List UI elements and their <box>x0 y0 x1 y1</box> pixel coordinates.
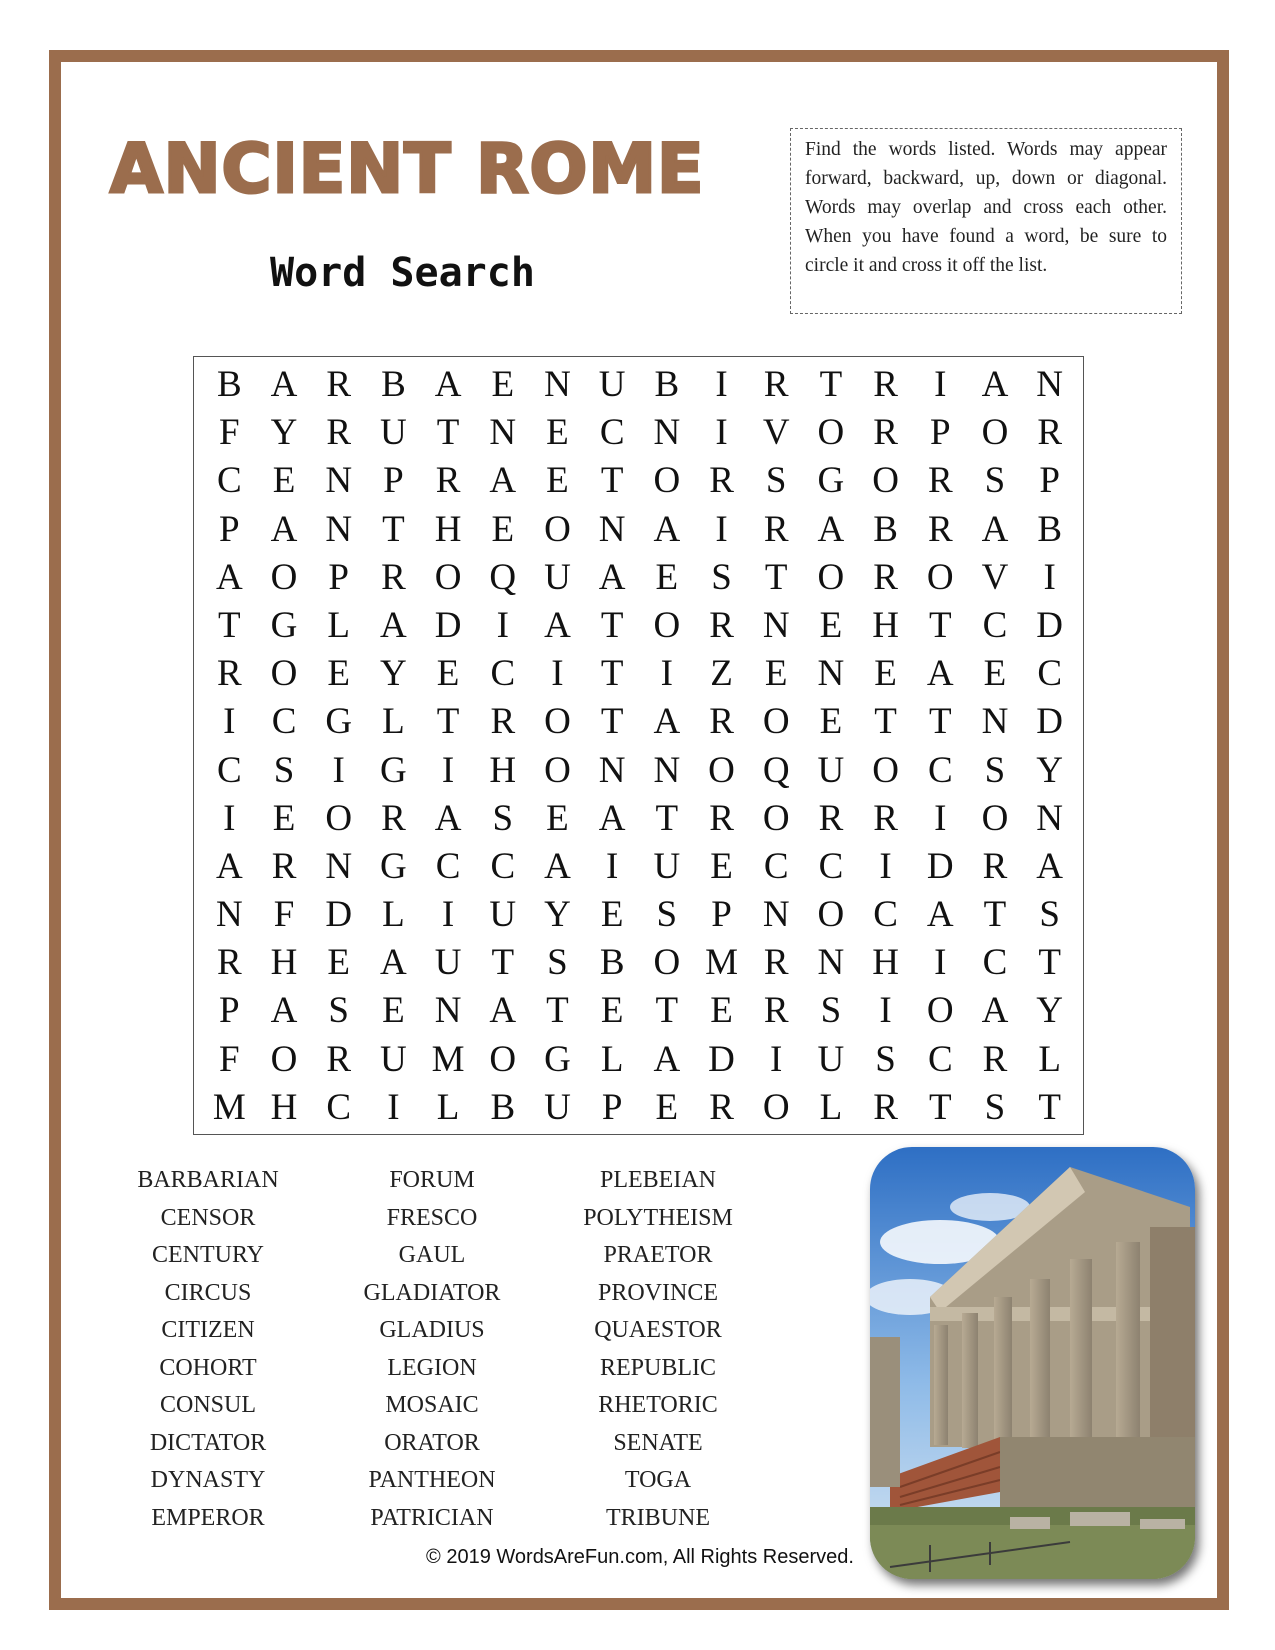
grid-letter: D <box>434 604 462 646</box>
word-list-item: DICTATOR <box>149 1429 267 1456</box>
grid-letter: O <box>817 412 845 454</box>
grid-letter: N <box>598 749 626 791</box>
grid-letter: C <box>490 845 516 887</box>
grid-letter: R <box>927 460 953 502</box>
grid-letter: N <box>598 508 626 550</box>
grid-letter: A <box>434 364 462 405</box>
grid-letter: R <box>982 845 1008 887</box>
grid-letter: O <box>489 1038 517 1080</box>
grid-letter: R <box>982 1038 1008 1080</box>
grid-letter: O <box>817 556 845 598</box>
word-list-item: REPUBLIC <box>599 1354 716 1381</box>
grid-letter: Y <box>1036 749 1064 791</box>
grid-letter: F <box>219 1038 240 1080</box>
grid-letter: E <box>710 990 733 1032</box>
word-list-item: EMPEROR <box>151 1504 265 1531</box>
grid-letter: N <box>653 749 681 791</box>
grid-letter: N <box>817 653 845 695</box>
grid-letter: O <box>708 749 735 791</box>
grid-letter: U <box>544 556 571 598</box>
grid-letter: E <box>327 942 351 984</box>
grid-letter: R <box>217 653 242 695</box>
page-title: ANCIENT ROME <box>110 130 705 209</box>
grid-letter: N <box>489 412 517 454</box>
grid-letter: A <box>981 364 1009 405</box>
grid-letter: V <box>762 412 790 454</box>
word-list-item: PANTHEON <box>368 1467 496 1493</box>
grid-letter: R <box>873 1086 898 1128</box>
letter-grid <box>193 356 1084 1135</box>
word-list-item: SENATE <box>613 1429 703 1456</box>
grid-letter: D <box>325 894 353 936</box>
grid-letter: O <box>544 749 571 791</box>
grid-letter: R <box>326 1038 352 1080</box>
grid-letter: R <box>709 460 734 502</box>
word-list-item: FRESCO <box>386 1204 478 1231</box>
grid-letter: V <box>981 556 1009 598</box>
word-list-item: CONSUL <box>159 1392 256 1418</box>
grid-letter: L <box>327 604 351 646</box>
grid-letter: O <box>926 556 954 598</box>
grid-letter: F <box>273 894 295 936</box>
grid-letter: B <box>654 364 680 405</box>
grid-letter: G <box>270 604 298 646</box>
grid-letter: C <box>873 894 898 936</box>
grid-letter: T <box>382 508 405 550</box>
grid-letter: O <box>872 460 899 502</box>
word-list-column-3 <box>538 1162 778 1537</box>
grid-letter: E <box>819 701 843 743</box>
grid-letter: S <box>875 1038 896 1080</box>
grid-letter: T <box>1038 942 1061 984</box>
grid-letter: D <box>1036 701 1064 743</box>
word-list-item: BARBARIAN <box>137 1167 279 1193</box>
grid-letter: L <box>436 1086 460 1128</box>
grid-letter: R <box>927 508 953 550</box>
grid-letter: C <box>599 412 625 454</box>
grid-letter: A <box>434 797 462 839</box>
grid-letter: G <box>380 749 407 791</box>
grid-letter: O <box>653 460 681 502</box>
grid-letter: R <box>873 364 898 405</box>
word-list-item: GLADIUS <box>379 1317 485 1343</box>
grid-letter: A <box>653 508 681 550</box>
grid-letter: D <box>708 1038 735 1080</box>
grid-letter: S <box>656 894 678 936</box>
grid-letter: T <box>491 942 515 984</box>
grid-letter: P <box>219 990 240 1032</box>
grid-letter: O <box>872 749 899 791</box>
grid-letter: I <box>715 412 728 454</box>
grid-letter: B <box>381 364 406 405</box>
grid-letter: L <box>382 894 405 936</box>
grid-letter: O <box>434 556 462 598</box>
grid-letter: N <box>1036 364 1064 405</box>
grid-letter: R <box>326 412 352 454</box>
grid-letter: R <box>763 942 789 984</box>
temple-illustration <box>870 1147 1195 1579</box>
grid-letter: N <box>1036 797 1064 839</box>
word-list-item: CENTURY <box>151 1242 264 1268</box>
word-list-item: GAUL <box>398 1242 466 1268</box>
grid-letter: H <box>270 1086 298 1128</box>
grid-letter: Z <box>710 653 733 695</box>
grid-letter: I <box>441 894 455 936</box>
grid-letter: O <box>926 990 954 1032</box>
grid-letter: T <box>764 556 788 598</box>
grid-letter: E <box>655 1086 679 1128</box>
word-list-item: PROVINCE <box>597 1279 718 1306</box>
grid-letter: I <box>715 508 728 550</box>
grid-letter: O <box>762 701 790 743</box>
grid-letter: T <box>983 894 1007 936</box>
grid-letter: S <box>273 749 295 791</box>
grid-letter: A <box>215 556 243 598</box>
grid-letter: L <box>819 1086 843 1128</box>
grid-letter: L <box>600 1038 624 1080</box>
grid-letter: S <box>547 942 568 984</box>
grid-letter: E <box>655 556 679 598</box>
grid-letter: N <box>434 990 462 1032</box>
grid-letter: D <box>1036 604 1064 646</box>
grid-letter: E <box>546 797 569 839</box>
grid-letter: U <box>380 412 407 454</box>
grid-letter: E <box>874 653 897 695</box>
grid-letter: R <box>709 701 734 743</box>
grid-letter: E <box>983 653 1007 695</box>
grid-letter: T <box>874 701 897 743</box>
grid-letter: E <box>546 412 569 454</box>
grid-letter: C <box>818 845 844 887</box>
grid-letter: R <box>709 1086 734 1128</box>
grid-letter: H <box>872 942 899 984</box>
grid-letter: S <box>820 990 842 1032</box>
word-list-item: POLYTHEISM <box>583 1204 733 1231</box>
grid-letter: I <box>223 797 236 839</box>
grid-letter: O <box>653 604 681 646</box>
word-list-item: PLEBEIAN <box>600 1167 716 1193</box>
grid-letter: A <box>215 845 243 887</box>
grid-letter: A <box>598 556 626 598</box>
grid-letter: U <box>817 1038 845 1080</box>
grid-letter: I <box>332 749 345 791</box>
word-list-column-1 <box>88 1162 328 1537</box>
grid-letter: N <box>762 604 790 646</box>
grid-letter: I <box>551 653 564 695</box>
grid-letter: A <box>653 1038 681 1080</box>
copyright-notice: © 2019 WordsAreFun.com, All Rights Reserved. <box>426 1546 854 1568</box>
grid-letter: C <box>1037 653 1062 695</box>
grid-letter: N <box>215 894 243 936</box>
grid-letter: R <box>326 364 352 405</box>
grid-letter: I <box>934 364 947 405</box>
grid-letter: R <box>435 460 461 502</box>
grid-letter: S <box>984 1086 1006 1128</box>
grid-letter: S <box>492 797 514 839</box>
grid-letter: S <box>984 460 1006 502</box>
grid-letter: I <box>770 1038 783 1080</box>
grid-letter: C <box>982 604 1008 646</box>
grid-letter: H <box>489 749 517 791</box>
grid-letter: I <box>660 653 673 695</box>
grid-letter: F <box>219 412 240 454</box>
grid-letter: M <box>431 1038 465 1080</box>
grid-letter: P <box>711 894 732 936</box>
grid-letter: E <box>327 653 351 695</box>
grid-letter: O <box>762 797 790 839</box>
grid-letter: T <box>928 701 952 743</box>
grid-letter: S <box>1039 894 1060 936</box>
roman-temple-photo <box>870 1147 1195 1579</box>
grid-letter: R <box>873 412 898 454</box>
grid-letter: E <box>272 460 296 502</box>
grid-letter: N <box>653 412 681 454</box>
grid-letter: R <box>873 556 898 598</box>
grid-letter: E <box>710 845 733 887</box>
grid-letter: O <box>544 701 571 743</box>
grid-letter: Y <box>270 412 298 454</box>
word-list-item: CENSOR <box>160 1204 256 1231</box>
grid-letter: E <box>491 364 515 405</box>
grid-letter: U <box>434 942 462 984</box>
grid-letter: M <box>705 942 738 984</box>
grid-letter: R <box>271 845 297 887</box>
grid-letter: I <box>605 845 619 887</box>
grid-letter: O <box>270 1038 298 1080</box>
grid-letter: G <box>325 701 353 743</box>
grid-letter: A <box>926 894 954 936</box>
grid-letter: I <box>1043 556 1056 598</box>
grid-letter: B <box>873 508 898 550</box>
grid-letter: A <box>270 364 298 405</box>
word-list-item: LEGION <box>387 1354 477 1381</box>
word-list-item: PRAETOR <box>603 1242 713 1268</box>
grid-letter: R <box>818 797 844 839</box>
grid-letter: I <box>441 749 455 791</box>
grid-letter: C <box>217 749 242 791</box>
grid-letter: S <box>711 556 732 598</box>
grid-letter: C <box>435 845 461 887</box>
grid-letter: A <box>926 653 954 695</box>
grid-letter: C <box>927 749 953 791</box>
grid-letter: N <box>325 845 353 887</box>
grid-letter: T <box>655 797 679 839</box>
grid-letter: C <box>927 1038 953 1080</box>
grid-letter: H <box>270 942 298 984</box>
grid-letter: A <box>981 990 1009 1032</box>
grid-letter: H <box>434 508 462 550</box>
grid-letter: T <box>436 412 460 454</box>
grid-letter: Y <box>1036 990 1064 1032</box>
grid-letter: Y <box>380 653 407 695</box>
grid-letter: R <box>1037 412 1062 454</box>
grid-letter: E <box>600 894 624 936</box>
grid-letter: A <box>653 701 681 743</box>
grid-letter: T <box>600 701 624 743</box>
grid-letter: E <box>491 508 515 550</box>
grid-letter: N <box>762 894 790 936</box>
grid-letter: T <box>600 653 624 695</box>
grid-letter: A <box>981 508 1009 550</box>
grid-letter: C <box>326 1086 352 1128</box>
grid-letter: G <box>544 1038 571 1080</box>
word-list-item: TOGA <box>624 1467 692 1493</box>
grid-letter: T <box>436 701 460 743</box>
grid-letter: A <box>270 508 298 550</box>
word-list-item: MOSAIC <box>385 1392 479 1418</box>
grid-letter: U <box>653 845 681 887</box>
word-list-item: CITIZEN <box>161 1317 255 1343</box>
grid-letter: O <box>762 1086 790 1128</box>
grid-letter: T <box>600 460 624 502</box>
word-list-item: FORUM <box>389 1167 475 1193</box>
grid-letter: S <box>765 460 787 502</box>
grid-letter: Q <box>489 556 517 598</box>
grid-letter: N <box>817 942 845 984</box>
grid-letter: A <box>544 604 571 646</box>
grid-letter: R <box>763 364 789 405</box>
grid-letter: S <box>328 990 349 1032</box>
grid-letter: U <box>380 1038 407 1080</box>
grid-letter: A <box>1036 845 1064 887</box>
grid-letter: C <box>763 845 789 887</box>
grid-letter: I <box>496 604 509 646</box>
instructions-box: Find the words listed. Words may appear forward, backward, up, down or diagonal. Words may overlap and cross each other. When you have found a word, be sure to circle it and cross it off the list. <box>790 128 1182 314</box>
grid-letter: D <box>926 845 954 887</box>
grid-letter: E <box>382 990 405 1032</box>
word-list-item: DYNASTY <box>150 1467 266 1493</box>
grid-letter: T <box>546 990 569 1032</box>
grid-letter: T <box>928 1086 952 1128</box>
grid-letter: Y <box>544 894 571 936</box>
grid-letter: U <box>544 1086 571 1128</box>
grid-letter: B <box>490 1086 516 1128</box>
grid-letter: I <box>223 701 236 743</box>
grid-letter: R <box>490 701 516 743</box>
grid-letter: A <box>817 508 845 550</box>
grid-letter: L <box>382 701 405 743</box>
grid-letter: E <box>600 990 624 1032</box>
page-subtitle: Word Search <box>270 250 535 296</box>
grid-letter: A <box>380 942 407 984</box>
grid-letter: N <box>325 460 353 502</box>
word-list-item: CIRCUS <box>164 1279 252 1306</box>
grid-letter: A <box>489 460 517 502</box>
grid-letter: U <box>817 749 845 791</box>
grid-letter: T <box>1038 1086 1061 1128</box>
grid-letter: T <box>819 364 843 405</box>
grid-letter: C <box>271 701 297 743</box>
grid-letter: A <box>544 845 571 887</box>
grid-letter: N <box>981 701 1009 743</box>
grid-letter: H <box>872 604 899 646</box>
grid-letter: A <box>598 797 626 839</box>
word-list-item: PATRICIAN <box>370 1504 494 1531</box>
grid-letter: P <box>601 1086 623 1128</box>
grid-letter: T <box>218 604 241 646</box>
grid-letter: E <box>272 797 296 839</box>
grid-letter: P <box>219 508 240 550</box>
grid-letter: O <box>270 556 298 598</box>
word-list-item: TRIBUNE <box>606 1504 710 1531</box>
grid-letter: C <box>982 942 1008 984</box>
grid-letter: P <box>383 460 404 502</box>
grid-letter: G <box>817 460 845 502</box>
grid-letter: R <box>381 797 406 839</box>
grid-letter: I <box>387 1086 400 1128</box>
grid-letter: A <box>270 990 298 1032</box>
grid-letter: I <box>934 942 947 984</box>
grid-letter: I <box>934 797 947 839</box>
grid-letter: E <box>819 604 843 646</box>
word-list-column-2 <box>312 1162 552 1537</box>
grid-letter: T <box>600 604 624 646</box>
grid-letter: U <box>489 894 517 936</box>
grid-letter: I <box>879 845 892 887</box>
grid-letter: I <box>879 990 892 1032</box>
grid-letter: T <box>655 990 679 1032</box>
grid-letter: P <box>929 412 951 454</box>
grid-letter: M <box>212 1086 246 1128</box>
grid-letter: L <box>1038 1038 1061 1080</box>
grid-letter: Q <box>762 749 790 791</box>
grid-letter: O <box>544 508 571 550</box>
grid-letter: S <box>984 749 1006 791</box>
grid-letter: C <box>217 460 242 502</box>
grid-letter: E <box>436 653 460 695</box>
grid-letter: R <box>381 556 406 598</box>
grid-letter: O <box>981 797 1009 839</box>
word-list-item: RHETORIC <box>598 1392 718 1418</box>
grid-letter: R <box>763 990 789 1032</box>
grid-letter: R <box>709 797 734 839</box>
grid-letter: C <box>490 653 516 695</box>
grid-letter: B <box>599 942 625 984</box>
grid-letter: N <box>325 508 353 550</box>
word-list-item: ORATOR <box>384 1429 480 1456</box>
grid-letter: R <box>709 604 734 646</box>
grid-letter: R <box>763 508 789 550</box>
grid-letter: O <box>325 797 353 839</box>
grid-letter: P <box>1039 460 1060 502</box>
grid-letter: O <box>270 653 298 695</box>
grid-letter: E <box>764 653 788 695</box>
grid-letter: R <box>873 797 898 839</box>
word-list-item: QUAESTOR <box>594 1317 722 1343</box>
grid-letter: P <box>328 556 349 598</box>
grid-letter: B <box>1037 508 1062 550</box>
grid-letter: G <box>380 845 407 887</box>
grid-letter: N <box>544 364 571 405</box>
grid-letter: I <box>715 364 728 405</box>
grid-letter: O <box>817 894 845 936</box>
grid-letter: O <box>981 412 1009 454</box>
grid-letter: U <box>598 364 626 405</box>
grid-letter: R <box>217 942 242 984</box>
grid-letter: B <box>217 364 242 405</box>
grid-letter: A <box>489 990 517 1032</box>
grid-letter: O <box>653 942 681 984</box>
word-list-item: COHORT <box>159 1354 257 1381</box>
grid-letter: T <box>928 604 952 646</box>
word-list-item: GLADIATOR <box>363 1279 501 1306</box>
grid-letter: E <box>546 460 569 502</box>
grid-letter: A <box>380 604 407 646</box>
